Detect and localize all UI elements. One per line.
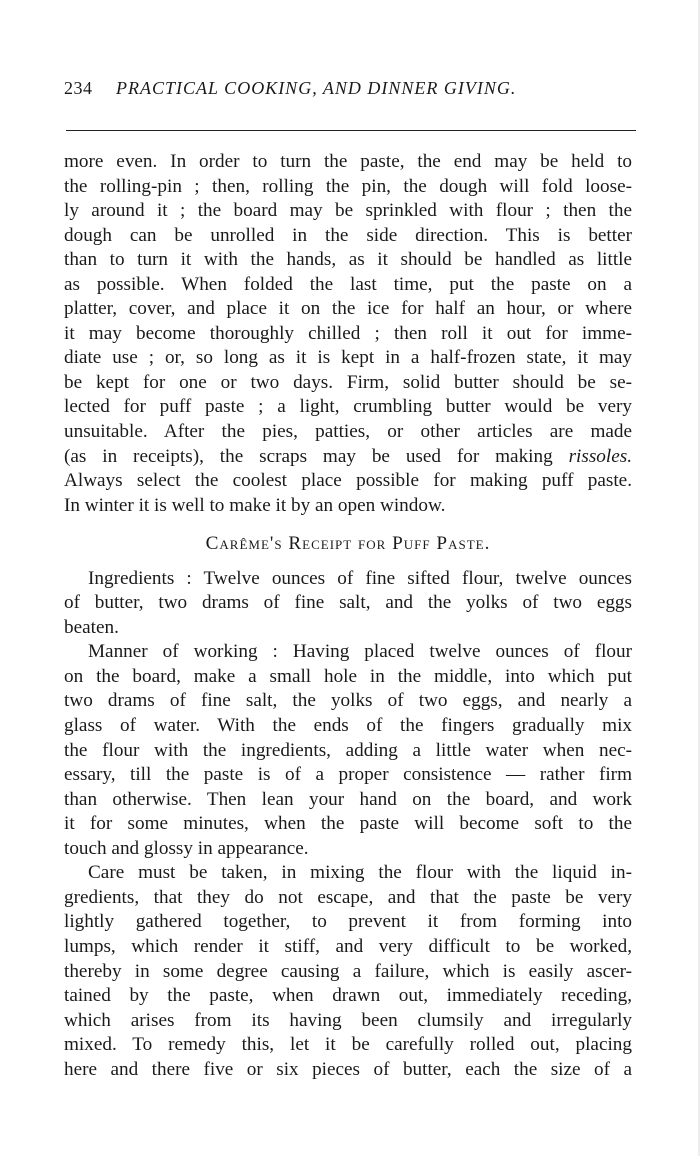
paragraph bbox=[64, 567, 632, 641]
italic-term: rissoles. bbox=[568, 445, 632, 467]
text-line: the rolling-pin ; then, rolling the pin, the dough will fold loose- bbox=[64, 175, 632, 197]
text-line: be kept for one or two days. Firm, solid butter should be se- bbox=[64, 371, 632, 393]
text-line: lightly gathered together, to prevent it from forming into bbox=[64, 911, 632, 933]
text-line: here and there five or six pieces of butter, each the size of a bbox=[64, 1058, 632, 1080]
text-line: In winter it is well to make it by an open window. bbox=[64, 494, 446, 516]
text-line: unsuitable. After the pies, patties, or other articles are made bbox=[64, 421, 632, 443]
header-rule bbox=[66, 130, 636, 131]
text-line: Ingredients : Twelve ounces of fine sifted flour, twelve ounces bbox=[88, 567, 632, 589]
running-header bbox=[64, 78, 632, 106]
text-line: two drams of fine salt, the yolks of two eggs, and nearly a bbox=[64, 690, 632, 712]
text-line: more even. In order to turn the paste, the end may be held to bbox=[64, 151, 632, 172]
text-line: tained by the paste, when drawn out, immediately receding, bbox=[64, 985, 632, 1007]
page-number: 234 bbox=[64, 78, 93, 98]
running-title: PRACTICAL COOKING, AND DINNER GIVING. bbox=[116, 78, 517, 98]
text-line: touch and glossy in appearance. bbox=[64, 837, 309, 859]
text-line: the flour with the ingredients, adding a little water when nec- bbox=[64, 739, 632, 761]
text-line: as possible. When folded the last time, put the paste on a bbox=[64, 273, 632, 295]
text-line: Care must be taken, in mixing the flour with the liquid in- bbox=[88, 862, 632, 884]
text-line: Always select the coolest place possible for making puff paste. bbox=[64, 470, 632, 492]
text-line: mixed. To remedy this, let it be carefully rolled out, placing bbox=[64, 1034, 632, 1056]
text-line: it may become thoroughly chilled ; then roll it out for imme- bbox=[64, 322, 632, 344]
page-body bbox=[64, 150, 632, 1082]
text-line: Manner of working : Having placed twelve ounces of flour bbox=[88, 641, 632, 663]
text-line: of butter, two drams of fine salt, and the yolks of two eggs bbox=[64, 592, 632, 614]
text-line: than to turn it with the hands, as it should be handled as little bbox=[64, 249, 632, 271]
text-line: lected for puff paste ; a light, crumbling butter would be very bbox=[64, 396, 632, 418]
section-heading: Carême's Receipt for Puff Paste. bbox=[205, 533, 491, 555]
paragraph bbox=[64, 150, 632, 518]
text-line: beaten. bbox=[64, 616, 119, 638]
text-line: lumps, which render it stiff, and very difficult to be worked, bbox=[64, 935, 632, 957]
text-line: on the board, make a small hole in the middle, into which put bbox=[64, 665, 632, 687]
text-line: gredients, that they do not escape, and that the paste be very bbox=[64, 886, 632, 908]
paragraph bbox=[64, 640, 632, 861]
text-line: essary, till the paste is of a proper consistence — rather firm bbox=[64, 764, 632, 786]
text-line: which arises from its having been clumsily and irregularly bbox=[64, 1009, 632, 1031]
text-line: ly around it ; the board may be sprinkled with flour ; then the bbox=[64, 200, 632, 222]
text-line: platter, cover, and place it on the ice for half an hour, or where bbox=[64, 298, 632, 320]
text-line: diate use ; or, so long as it is kept in a half-frozen state, it may bbox=[64, 347, 632, 369]
text-line: than otherwise. Then lean your hand on the board, and work bbox=[64, 788, 632, 810]
paragraph bbox=[64, 861, 632, 1082]
text-line: thereby in some degree causing a failure, which is easily ascer- bbox=[64, 960, 632, 982]
text-line: it for some minutes, when the paste will become soft to the bbox=[64, 813, 632, 835]
text-line: (as in receipts), the scraps may be used for making rissoles. bbox=[64, 445, 632, 467]
text-line: glass of water. With the ends of the fingers gradually mix bbox=[64, 715, 632, 737]
text-line: dough can be unrolled in the side direction. This is better bbox=[64, 224, 632, 246]
